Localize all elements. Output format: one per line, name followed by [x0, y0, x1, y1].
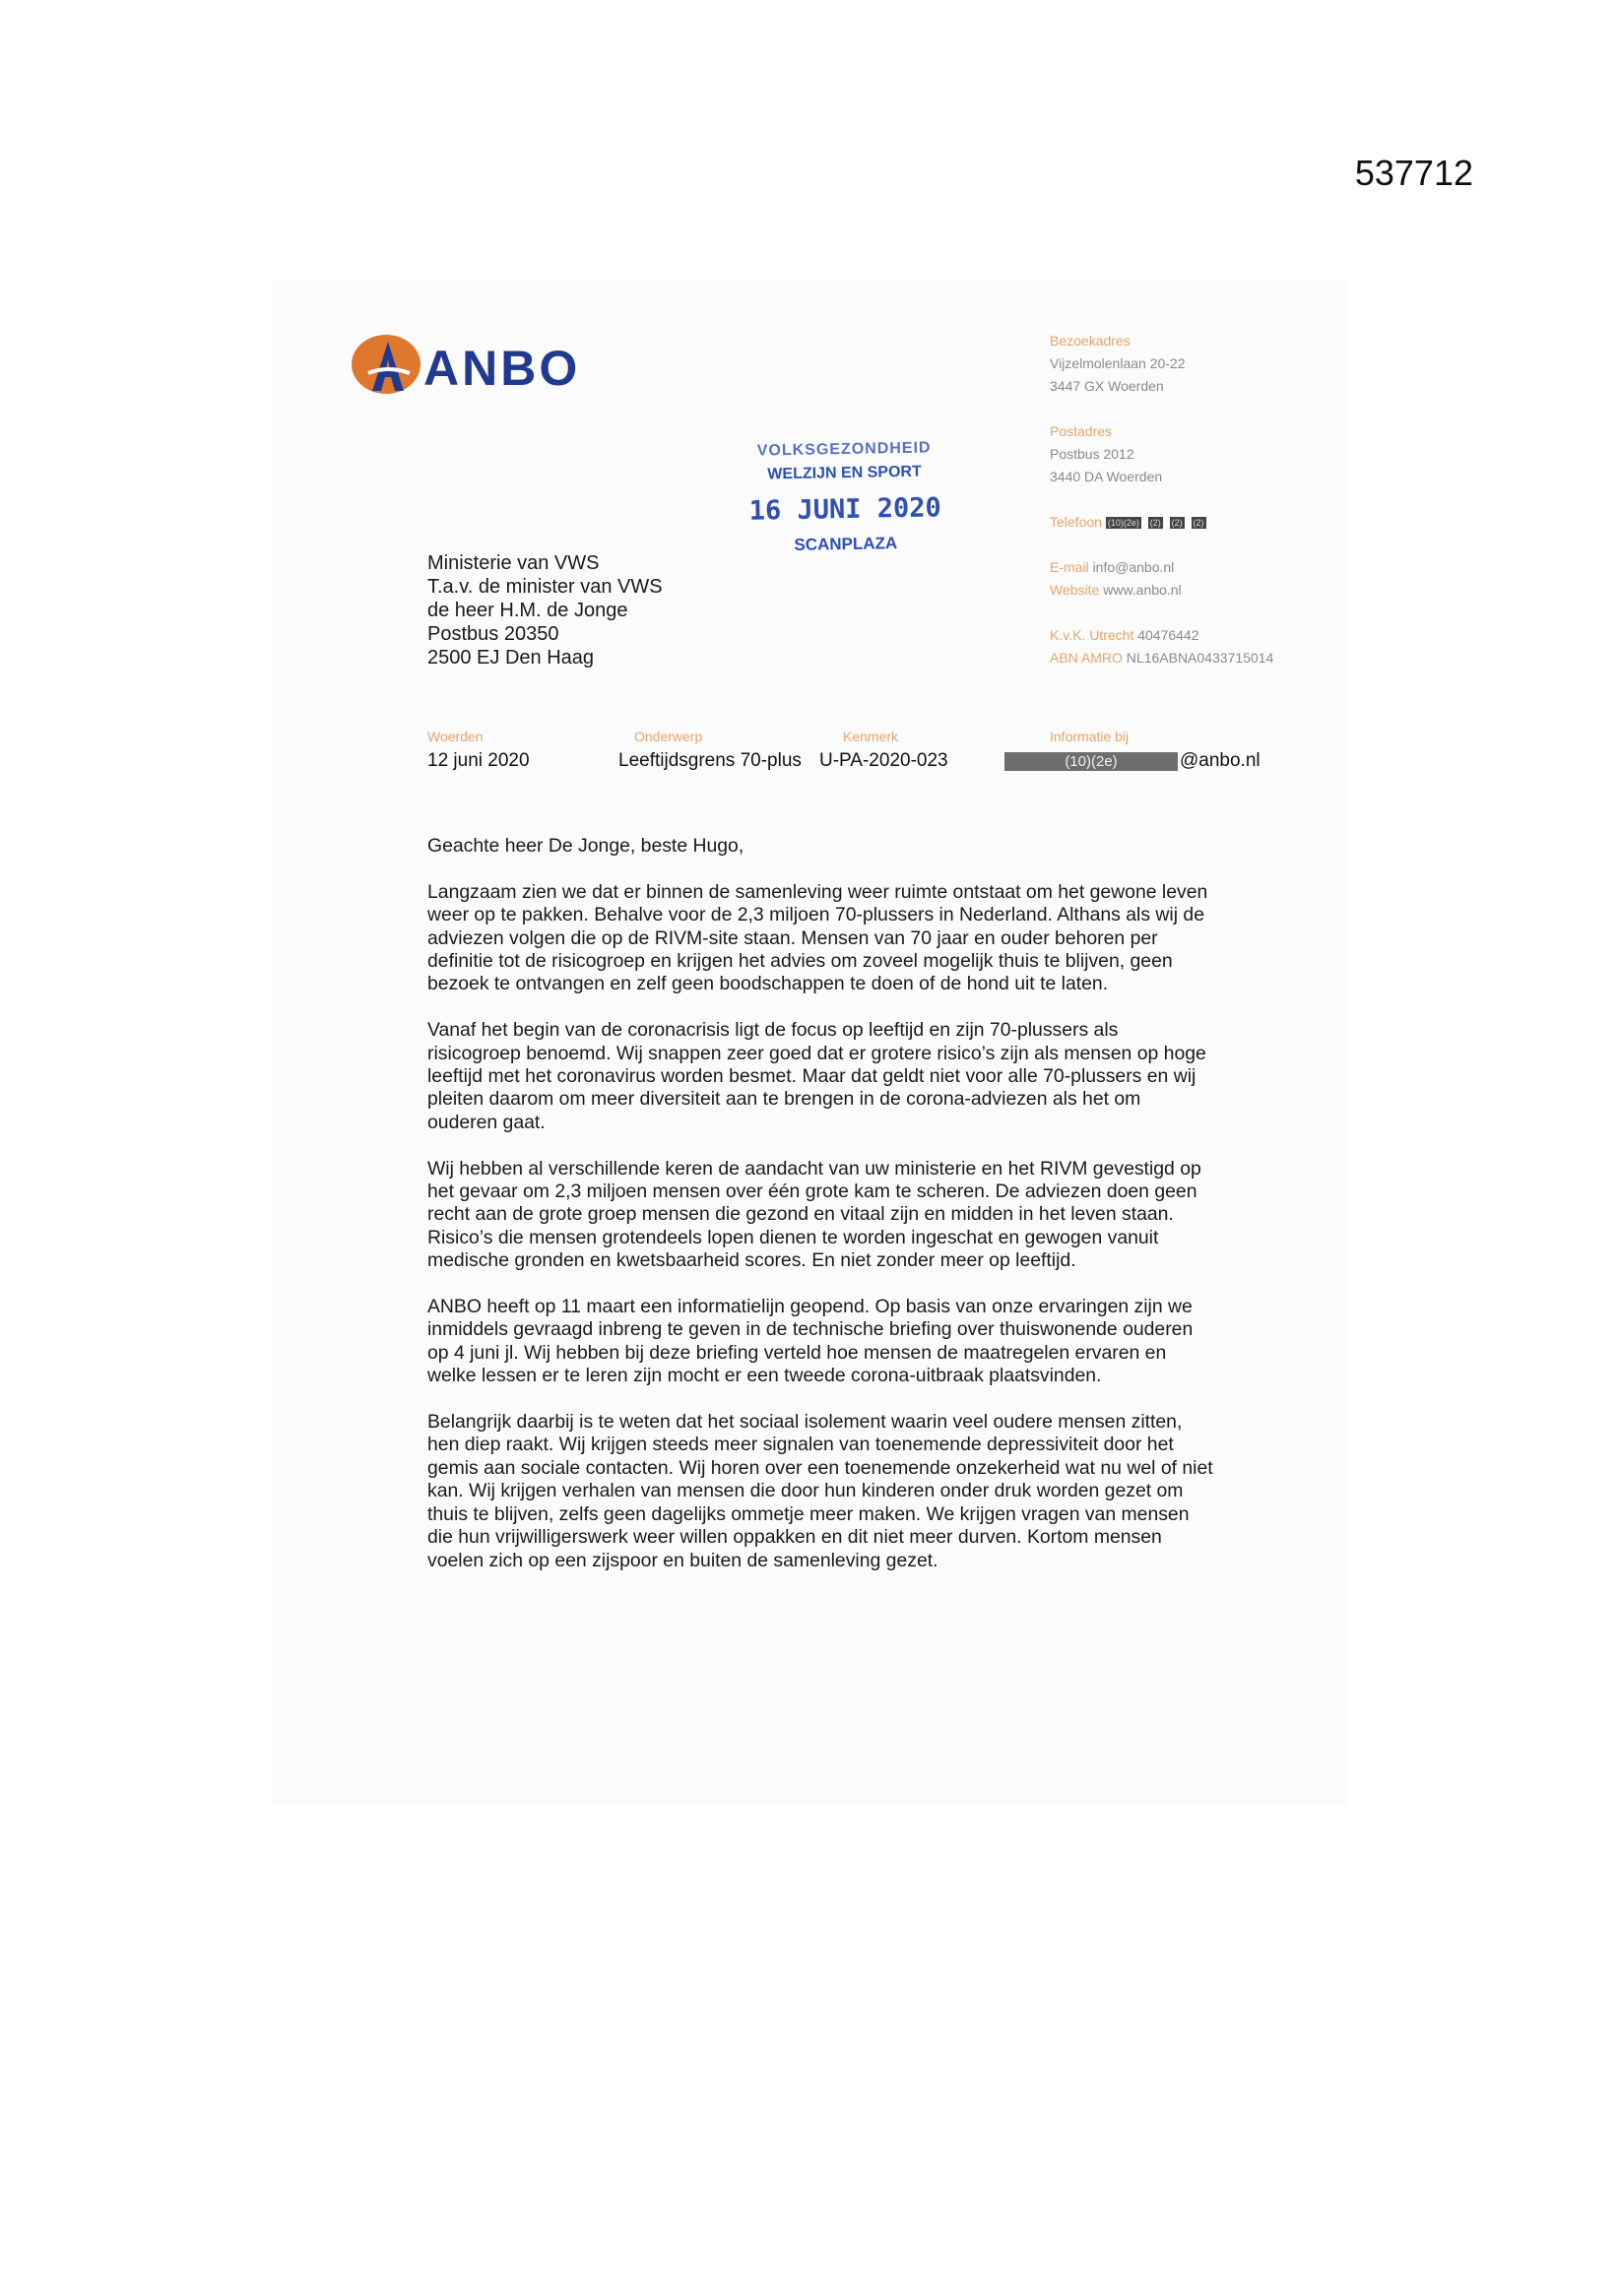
- recipient-line: Postbus 20350: [427, 623, 559, 645]
- body-paragraph: Langzaam zien we dat er binnen de samenleving weer ruimte ontstaat om het gewone leven weer op te pakken. Behalve voor de 2,3 miljoen 70-plussers in Nederland. Althans als wij de adviezen volgen die op de RIVM-site staan. Mensen van 70 jaar en ouder behoren per definitie tot de risicogroep en krijgen het advies om zoveel mogelijk thuis te blijven, geen bezoek te ontvangen en zelf geen boodschappen te doen of de hond uit te laten.: [427, 880, 1208, 995]
- reference-label: Kenmerk: [843, 729, 899, 744]
- logo-wordmark: ANBO: [423, 341, 581, 396]
- phone-line: [1050, 511, 1273, 534]
- anbo-mark-icon: [351, 330, 429, 409]
- bank-line: [1050, 647, 1273, 670]
- recipient-line: 2500 EJ Den Haag: [427, 647, 595, 669]
- letter-date: 12 juni 2020: [427, 750, 530, 771]
- email-value: info@anbo.nl: [1092, 559, 1175, 575]
- postal-address-line: Postbus 2012: [1050, 446, 1134, 462]
- body-paragraph: Vanaf het begin van de coronacrisis ligt de focus op leeftijd en zijn 70-plussers als risicogroep benoemd. Wij snappen zeer goed dat er grotere risico’s zijn als mensen op hoge leeftijd met het coronavirus worden besmet. Maar dat geldt niet voor alle 70-plussers en wij pleiten daarom om meer diversiteit aan te brengen in de corona-adviezen als het om ouderen gaat.: [427, 1019, 1206, 1133]
- kvk-label: K.v.K. Utrecht: [1050, 627, 1134, 643]
- stamp-line: SCANPLAZA: [794, 534, 898, 554]
- anbo-logo: [351, 330, 616, 409]
- body-paragraph: Belangrijk daarbij is te weten dat het sociaal isolement waarin veel oudere mensen zitten, hen diep raakt. Wij krijgen steeds meer signalen van toenemende depressiviteit door het gemis aan sociale contacten. Wij horen over een toenemende onzekerheid wat nu wel of niet kan. Wij krijgen verhalen van mensen die door hun kinderen onder druk worden gezet om thuis te blijven, zelfs geen dagelijks ommetje meer maken. We krijgen vragen van mensen die hun vrijwilligerswerk weer willen oppakken en dit niet meer durven. Kortom mensen voelen zich op een zijspoor en buiten de samenleving gezet.: [427, 1411, 1213, 1571]
- website-label: Website: [1050, 582, 1100, 598]
- postal-address-label: Postadres: [1050, 423, 1113, 439]
- recipient-line: T.a.v. de minister van VWS: [427, 576, 663, 598]
- letter-subject: Leeftijdsgrens 70-plus: [618, 750, 802, 771]
- visit-address-line: 3447 GX Woerden: [1050, 378, 1164, 394]
- letter-reference: U-PA-2020-023: [819, 750, 948, 771]
- info-email-suffix: @anbo.nl: [1180, 750, 1261, 771]
- stamp-line: VOLKSGEZONDHEID: [756, 439, 932, 460]
- recipient-line: Ministerie van VWS: [427, 552, 600, 574]
- sender-contact-block: [1050, 330, 1273, 670]
- stamp-date: 16 JUNI 2020: [748, 492, 941, 527]
- letter-body: [427, 835, 1215, 1595]
- visit-address-label: Bezoekadres: [1050, 333, 1131, 349]
- kvk-line: [1050, 624, 1273, 647]
- phone-redaction: (10)(2e): [1107, 518, 1139, 529]
- postal-address-line: 3440 DA Woerden: [1050, 469, 1163, 484]
- recipient-address: [427, 551, 663, 670]
- info-contact: [1004, 750, 1261, 772]
- info-label: Informatie bij: [1050, 729, 1130, 744]
- phone-redaction: (2): [1171, 518, 1183, 529]
- stamp-line: WELZIJN EN SPORT: [767, 463, 922, 483]
- bank-value: NL16ABNA0433715014: [1126, 650, 1274, 666]
- phone-redaction: (2): [1149, 518, 1161, 529]
- bank-label: ABN AMRO: [1050, 650, 1123, 666]
- phone-label: Telefoon: [1050, 514, 1102, 530]
- recipient-line: de heer H.M. de Jonge: [427, 600, 628, 621]
- visit-address: [1050, 330, 1273, 398]
- kvk-value: 40476442: [1137, 627, 1199, 643]
- salutation: Geachte heer De Jonge, beste Hugo,: [427, 835, 744, 857]
- visit-address-line: Vijzelmolenlaan 20-22: [1050, 355, 1186, 371]
- document-number: 537712: [1354, 153, 1473, 193]
- phone-redaction: (2): [1193, 518, 1204, 529]
- place-label: Woerden: [427, 729, 484, 744]
- email-label: E-mail: [1050, 559, 1089, 575]
- website-value: www.anbo.nl: [1103, 582, 1182, 598]
- body-paragraph: Wij hebben al verschillende keren de aandacht van uw ministerie en het RIVM gevestigd op het gevaar om 2,3 miljoen mensen over één grote kam te scheren. De adviezen doen geen recht aan de grote groep mensen die gezond en vitaal zijn en midden in het leven staan. Risico’s die mensen grotendeels lopen dienen te worden ingeschat en gewogen vanuit medische gronden en kwetsbaarheid scores. En niet zonder meer op leeftijd.: [427, 1157, 1201, 1272]
- body-paragraph: ANBO heeft op 11 maart een informatielijn geopend. Op basis van onze ervaringen zijn we inmiddels gevraagd inbreng te geven in de technische briefing over thuiswonende ouderen op 4 juni jl. Wij hebben bij deze briefing verteld hoe mensen de maatregelen ervaren en welke lessen er te leren zijn mocht er een tweede corona-uitbraak plaatsvinden.: [427, 1296, 1194, 1387]
- info-redaction: (10)(2e): [1004, 752, 1178, 771]
- subject-label: Onderwerp: [634, 729, 703, 744]
- postal-address: [1050, 420, 1273, 488]
- email-line: [1050, 556, 1273, 579]
- received-stamp: [745, 439, 944, 555]
- website-line: [1050, 579, 1273, 602]
